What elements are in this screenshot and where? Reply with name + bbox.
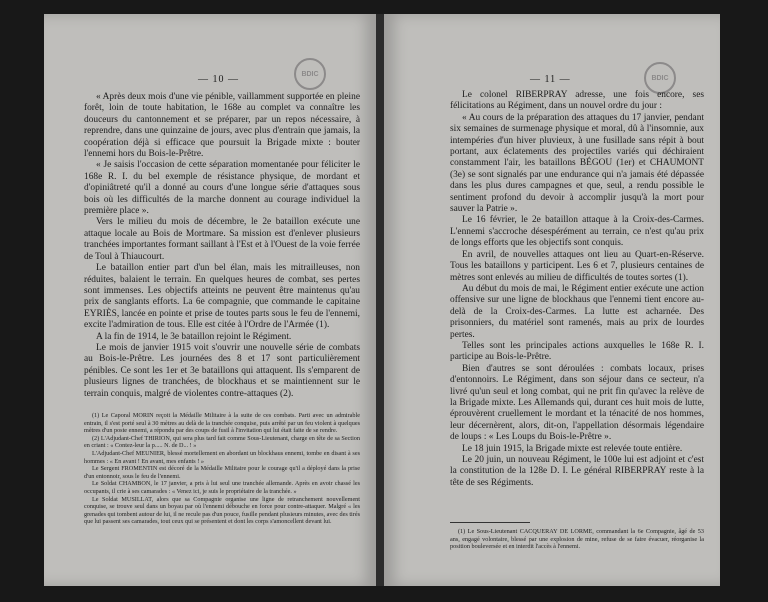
- right-footnotes: [450, 528, 704, 551]
- stamp-text: BDIC: [651, 74, 669, 82]
- footnote: (2) L'Adjudant-Chef THIRION, qui sera plus tard fait comme Sous-Lieutenant, charge en tête de sa Section en criant : « Contez-leur la p..... N. de D... ! »: [84, 434, 360, 450]
- book-gutter: [376, 14, 384, 586]
- footnote: (1) Le Caporal MORIN reçoit la Médaille Militaire à la suite de ces combats. Parti avec un admirable entrain, il s'est porté seul à 30 mètres au delà de la tranchée conquise, puis arrêté par un feu violent à quelques mètres d'un poste ennemi, a répondu par des coups de fusil à l'invitation qui lui était faite de se rendre.: [84, 412, 360, 435]
- paragraph: Telles sont les principales actions auxquelles le 168e R. I. participe au Bois-le-Prêtre.: [450, 340, 704, 363]
- footnote: Le Sergent FROMENTIN est décoré de la Médaille Militaire pour le courage qu'il a déployé dans la prise d'un entonnoir, sous le feu de l'ennemi.: [84, 465, 360, 480]
- footnote: L'Adjudant-Chef MEUNIER, blessé mortellement en abordant un blockhaus ennemi, tombe en disant à ses hommes : « En avant ! En avant, mes enfants ! »: [84, 449, 360, 465]
- paragraph: En avril, de nouvelles attaques ont lieu au Quart-en-Réserve. Tous les bataillons y participent. Les 6 et 7, plusieurs centaines de mètres sont enlevés au milieu de difficultés de toutes sortes (1).: [450, 249, 704, 283]
- paragraph: « Je saisis l'occasion de cette séparation momentanée pour féliciter le 168e R. I. du bel exemple de résistance physique, de mordant et d'opiniâtreté qu'il a donné au cours d'une longue série d'attaques sous bois où les difficultés de la marche donnent au courage individuel la première place ».: [84, 160, 360, 217]
- paragraph: « Après deux mois d'une vie pénible, vaillamment supportée en pleine forêt, loin de toute habitation, le 168e au complet va connaître les douceurs du cantonnement et se préparer, par un repos nécessaire, à reprendre, dans une quinzaine de jours, avec plus d'entrain que jamais, la coopération déjà si efficace que poursuit la Brigade mixte : bouter l'ennemi hors du Bois-le-Prêtre.: [84, 92, 360, 160]
- stamp-text: BDIC: [301, 70, 319, 78]
- footnote-rule: [450, 522, 530, 523]
- paragraph: Le 20 juin, un nouveau Régiment, le 100e lui est adjoint et c'est la constitution de la 128e D. I. Le général RIBERPRAY reste à la tête de ses Régiments.: [450, 455, 704, 488]
- right-page: [384, 14, 720, 586]
- paragraph: Vers le milieu du mois de décembre, le 2e bataillon exécute une attaque locale au Bois de Mortmare. Sa mission est d'enlever plusieurs tranchées importantes formant saillant à l'Est et à l'Ouest de la voie ferrée de Toul à Thiaucourt.: [84, 217, 360, 262]
- paragraph: Le colonel RIBERPRAY adresse, une fois encore, ses félicitations au Régiment, dans un nouvel ordre du jour :: [450, 90, 704, 112]
- footnote: Le Soldat MUSILLAT, alors que sa Compagnie organise une ligne de retranchement nouvellement conquise, se trouve seul dans un boyau par où l'ennemi débouche en force pour contre-attaquer. Malgré « les grenades qui tombent autour de lui, il ne recule pas d'un pouce, fusille pendant plusieurs minutes, avec des tirés que lui passent ses camarades, tout ceux qui se présentent et dont les corps s'amoncellent devant lui.: [84, 495, 360, 526]
- left-body-text: [84, 92, 360, 400]
- paragraph: Au début du mois de mai, le Régiment entier exécute une action offensive sur une ligne de blockhaus que l'ennemi tient encore au-delà de la Croix-des-Carmes. La lutte est acharnée. Des prisonniers, du matériel sont ramenés, mais au prix de lourdes pertes.: [450, 283, 704, 340]
- library-stamp-left: [294, 58, 326, 90]
- paragraph: A la fin de 1914, le 3e bataillon rejoint le Régiment.: [96, 331, 292, 342]
- paragraph: Le 16 février, le 2e bataillon attaque à la Croix-des-Carmes. L'ennemi s'accroche désespérément au terrain, ce n'est qu'au prix de longs efforts que les objectifs sont conquis.: [450, 215, 704, 249]
- left-footnotes: [84, 412, 360, 526]
- footnote: (1) Le Sous-Lieutenant CACQUERAY DE LORME, commandant la 6e Compagnie, âgé de 53 ans, engagé volontaire, blessé par une explosion de mine, refuse de se faire évacuer, réorganise la position bouleversée et en interdit l'accès à l'ennemi.: [450, 528, 704, 551]
- paragraph: Bien d'autres se sont déroulées : combats locaux, prises d'entonnoirs. Le Régiment, dans son séjour dans ce secteur, n'a livré qu'un seul et long combat, qui ne prit fin qu'avec la relève de la Brigade mixte. Les Allemands qui, durant ces huit mois de lutte, éprouvèrent cruellement le mordant et la ténacité de nos hommes, leur décernèrent, alors, dit-on, l'appellation désormais légendaire de loups : « Les Loups du Bois-le-Prêtre ».: [450, 363, 704, 443]
- paragraph: Le mois de janvier 1915 voit s'ouvrir une nouvelle série de combats au Bois-le-Prêtre. Les journées des 8 et 17 sont particulièrement pénibles. Ce sont les 1er et 3e bataillons qui attaquent. Ils s'emparent de plusieurs lignes de tranchées, de blockhaus et se maintiennent sur le terrain conquis, malgré de violentes contre-attaques (2).: [84, 342, 360, 399]
- page-number-right: — 11 —: [530, 74, 571, 85]
- paragraph: « Au cours de la préparation des attaques du 17 janvier, pendant six semaines de surmenage physique et moral, dû à l'insomnie, aux intempéries d'un hiver pluvieux, à une fusillade sans répit à bout portant, aux éclatements des projectiles variés qui déchiraient constamment l'air, les bataillons BÉGOU (1er) et CHAUMONT (3e) se sont signalés par une endurance qui n'a jamais été dépassée dans les plus dures campagnes et que, seul, a rendu possible le sentiment profond du devoir à accomplir jusqu'à la mort pour sauver la Patrie ».: [450, 112, 704, 215]
- footnote: Le Soldat CHAMBON, le 17 janvier, a pris à lui seul une tranchée allemande. Après en avoir chassé les occupants, il crie à ses camarades : « Venez ici, je suis le propriétaire de la tranchée. »: [84, 480, 360, 495]
- right-body-text: [450, 90, 704, 489]
- paragraph: Le 18 juin 1915, la Brigade mixte est relevée toute entière.: [462, 443, 683, 454]
- paragraph: Le bataillon entier part d'un bel élan, mais les mitrailleuses, non réduites, balaient le terrain. En quelques heures de combat, ses pertes sont immenses. Les objectifs atteints ne peuvent être maintenus qu'au prix de sanglants efforts. La 6e compagnie, que commande le capitaine EYRIÈS, lancée en pointe et prise de toutes parts sous le feu de l'ennemi, excite l'admiration de tous. Elle est citée à l'Ordre de l'Armée (1).: [84, 263, 360, 331]
- page-number-left: — 10 —: [198, 74, 239, 85]
- left-page: [44, 14, 376, 586]
